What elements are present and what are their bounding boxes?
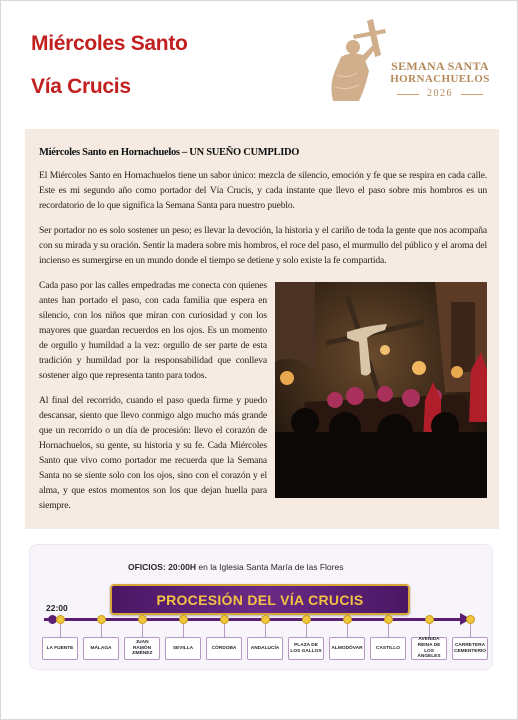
route-stop-connector: [388, 624, 389, 637]
route-stop-dot: [384, 615, 393, 624]
route-stop-connector: [183, 624, 184, 637]
logo-year: 2026: [427, 88, 453, 99]
crucifix-procession-image: [275, 282, 487, 498]
procession-photo: [275, 282, 487, 498]
article-paragraph: Ser portador no es solo sostener un peso; es llevar la devoción, la historia y el cariño de toda la gente que nos acompaña con su mirada y su oración. Sentir la madera sobre mis hombros, el roce del paso, el murmullo del público y el aroma del incienso es sumergirse en un mundo donde el tiempo se detiene y solo existe la fe compartida.: [39, 225, 487, 266]
route-stop: PLAZA DE LOS GALLOS: [288, 637, 324, 660]
route-stop: CÓRDOBA: [206, 637, 242, 660]
route-stop-dot: [425, 615, 434, 624]
route-stop-connector: [470, 624, 471, 637]
semana-santa-logo: [323, 15, 493, 105]
page-subtitle: Vía Crucis: [31, 75, 131, 98]
logo-line-1: SEMANA SANTA: [391, 59, 489, 73]
article-paragraph: El Miércoles Santo en Hornachuelos tiene un sabor único: mezcla de silencio, emoción y fe que se respira en cada calle. Este es mi segundo año como portador del Vía Crucis, y cada instante que llevo el paso sobre mis hombros es un recordatorio de lo que significa la Semana Santa para nuestro pueblo.: [39, 170, 487, 211]
route-stop-connector: [429, 624, 430, 637]
route-stop-connector: [265, 624, 266, 637]
route-stop-dot: [466, 615, 475, 624]
route-stop-dot: [179, 615, 188, 624]
start-time: 22:00: [46, 603, 68, 613]
route-stop-dot: [56, 615, 65, 624]
article-panel: [25, 129, 499, 529]
route-stop-dot: [343, 615, 352, 624]
route-stop: ANDALUCÍA: [247, 637, 283, 660]
route-stop: AVENIDA REINA DE LOS ÁNGELES: [411, 637, 447, 660]
logo-line-2: HORNACHUELOS: [390, 73, 490, 85]
route-stop: LA FUENTE: [42, 637, 78, 660]
article-heading: Miércoles Santo en Hornachuelos – UN SUEÑO CUMPLIDO: [39, 147, 300, 158]
oficios-time: OFICIOS: 20:00H: [128, 562, 197, 572]
route-stop: ALMODÓVAR: [329, 637, 365, 660]
article-paragraph: Cada paso por las calles empedradas me conecta con quienes antes han portado el paso, con cada familia que espera en silencio, con los niños que miran con curiosidad y con los mayores que guardan recuerdos en los ojos. Es un momento de orgullo y humildad a la vez: orgullo de ser parte de esta tradición y humildad por la responsabilidad que conlleva sostener algo que representa tanto para todos.: [39, 280, 267, 381]
procession-timeline: [29, 544, 493, 670]
route-line: [44, 618, 464, 621]
route-stop-connector: [306, 624, 307, 637]
route-stop-connector: [60, 624, 61, 637]
procession-banner-label: PROCESIÓN DEL VÍA CRUCIS: [156, 592, 364, 608]
route-stop-connector: [101, 624, 102, 637]
page-title: Miércoles Santo: [31, 32, 188, 55]
oficios-info: [128, 562, 343, 572]
route-stop-connector: [224, 624, 225, 637]
route-stop: CASTILLO: [370, 637, 406, 660]
route-stop: CARRETERA CEMENTERIO: [452, 637, 488, 660]
logo-rule-right: [461, 94, 483, 95]
route-stop: SEVILLA: [165, 637, 201, 660]
route-stop-connector: [347, 624, 348, 637]
route-stop-dot: [302, 615, 311, 624]
route-stop-dot: [138, 615, 147, 624]
article-paragraph: Al final del recorrido, cuando el paso queda firme y puedo descansar, siento que llevo conmigo algo mucho más grande que un recorrido o un día de procesión: llevo el corazón de Hornachuelos, su gente, su historia y su fe. Cada Miércoles Santo que vivo como portador me recuerda que la Semana Santa no se siente solo con los ojos, sino con el corazón y el alma, y que estos momentos son los que dejan huella para siempre.: [39, 395, 267, 511]
route-stop-connector: [142, 624, 143, 637]
procession-banner: [110, 584, 410, 615]
route-stop: MÁLAGA: [83, 637, 119, 660]
route-stop-dot: [261, 615, 270, 624]
route-stop: JUAN RAMÓN JIMÉNEZ: [124, 637, 160, 660]
route-stop-dot: [220, 615, 229, 624]
route-stop-dot: [97, 615, 106, 624]
oficios-location: en la Iglesia Santa María de las Flores: [196, 562, 344, 572]
